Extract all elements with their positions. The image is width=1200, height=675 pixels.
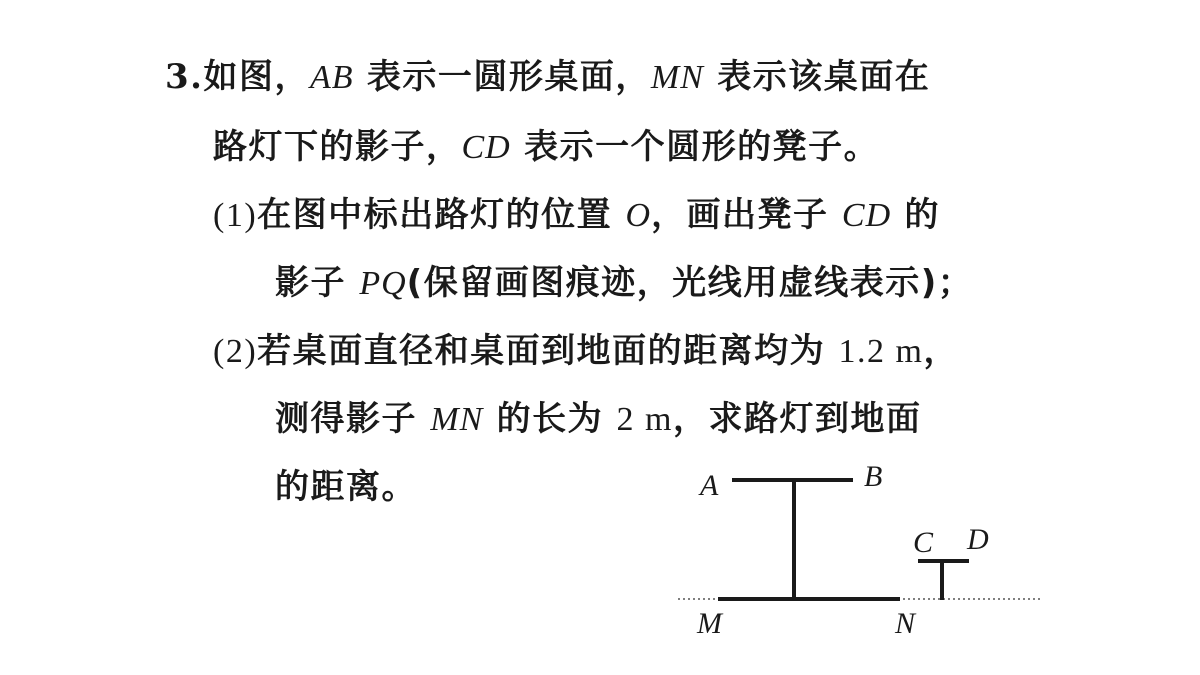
label-a: A	[700, 469, 719, 502]
label-b: B	[864, 460, 883, 493]
text: 路灯下的影子，	[213, 127, 462, 167]
problem-number: 3.	[165, 57, 204, 97]
part-1-line-2	[275, 263, 973, 304]
measure-2m: 2 m	[616, 401, 673, 438]
segment-cd: CD	[461, 129, 511, 166]
segment-cd: CD	[841, 197, 892, 234]
segment-mn: MN	[430, 401, 484, 438]
text: (保留画图痕迹，光线用虚线表示)；	[406, 263, 974, 303]
text: ，画出凳子	[651, 195, 842, 235]
problem-line-2	[213, 127, 879, 168]
segment-pq: PQ	[359, 265, 407, 302]
part-1-line-1	[213, 195, 940, 236]
problem-line-1	[165, 57, 930, 98]
part-2-line-1	[213, 331, 959, 372]
label-c: C	[913, 526, 934, 559]
measure-1-2m: 1.2 m	[838, 333, 924, 370]
text: 表示该桌面在	[703, 57, 931, 97]
part-2-line-3	[275, 467, 417, 507]
segment-ab: AB	[310, 59, 354, 96]
text: 表示一个圆形的凳子。	[510, 127, 880, 167]
text: 测得影子	[275, 399, 431, 439]
text: 表示一圆形桌面，	[353, 57, 651, 97]
text: 在图中标出路灯的位置	[257, 195, 626, 235]
point-o: O	[625, 197, 652, 234]
label-m: M	[697, 607, 722, 640]
text: 若桌面直径和桌面到地面的距离均为	[257, 331, 839, 371]
part-2-marker: (2)	[213, 333, 258, 370]
text: ，	[923, 331, 959, 371]
text: 的长为	[483, 399, 617, 439]
label-n: N	[895, 607, 916, 640]
label-d: D	[967, 523, 989, 556]
text: 影子	[275, 263, 360, 303]
part-2-line-2	[275, 399, 921, 440]
text: 如图，	[203, 57, 310, 97]
text: ，求路灯到地面	[672, 399, 922, 439]
text: 的距离。	[275, 467, 417, 507]
part-1-marker: (1)	[213, 197, 258, 234]
geometry-figure	[660, 450, 1060, 650]
segment-mn: MN	[650, 59, 704, 96]
text: 的	[891, 195, 940, 235]
